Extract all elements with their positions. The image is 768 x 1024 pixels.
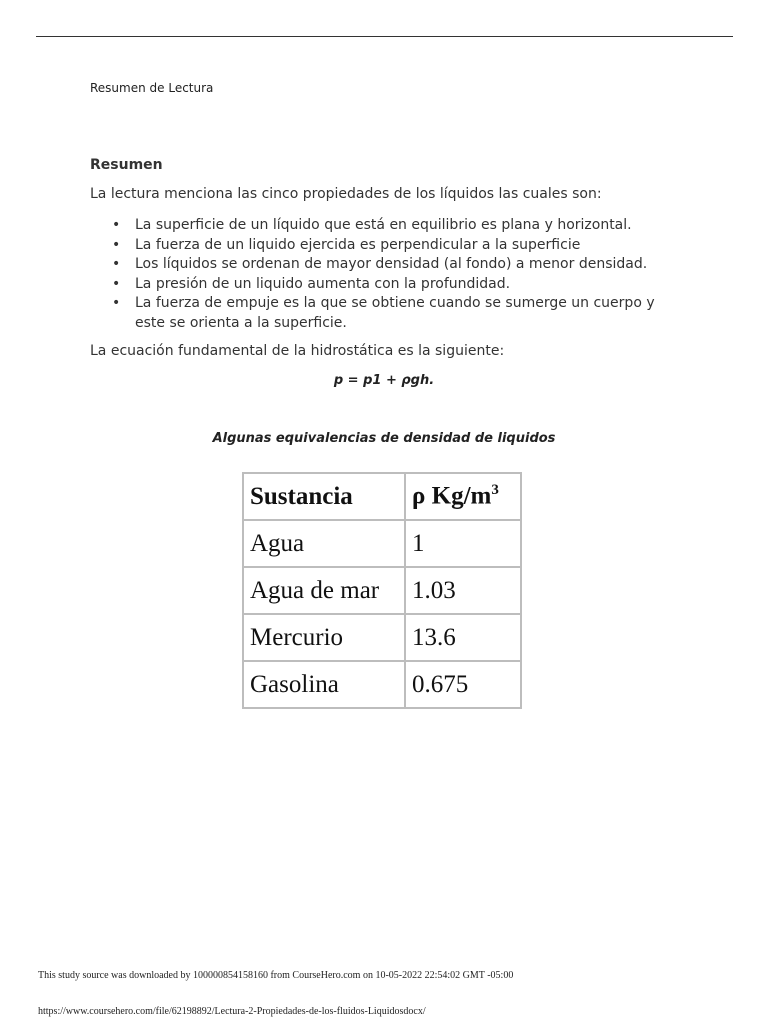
- table-row: [243, 661, 521, 708]
- source-url: https://www.coursehero.com/file/62198892/Lectura-2-Propiedades-de-los-fluidos-Liquidosdocx/: [38, 1006, 426, 1017]
- cell-substance: Gasolina: [243, 661, 405, 708]
- list-item: • Los líquidos se ordenan de mayor densidad (al fondo) a menor densidad.: [90, 255, 680, 275]
- properties-list: [90, 216, 680, 333]
- cell-substance: Mercurio: [243, 614, 405, 661]
- document-header: Resumen de Lectura: [90, 81, 214, 95]
- header-density: [405, 473, 521, 520]
- table-row: [243, 567, 521, 614]
- density-table: [242, 472, 522, 709]
- cell-substance: Agua de mar: [243, 567, 405, 614]
- intro-paragraph: La lectura menciona las cinco propiedades de los líquidos las cuales son:: [90, 186, 602, 202]
- header-density-label: ρ Kg/m: [412, 482, 492, 510]
- table-row: [243, 614, 521, 661]
- cell-density: 1.03: [405, 567, 521, 614]
- table-header-row: [243, 473, 521, 520]
- header-substance: Sustancia: [243, 473, 405, 520]
- list-item: • La superficie de un líquido que está en equilibrio es plana y horizontal.: [90, 216, 680, 236]
- download-note: This study source was downloaded by 100000854158160 from CourseHero.com on 10-05-2022 22:54:02 GMT -05:00: [38, 970, 514, 981]
- list-item: • La fuerza de empuje es la que se obtiene cuando se sumerge un cuerpo y este se orienta a la superficie.: [90, 294, 680, 333]
- table-caption: Algunas equivalencias de densidad de liquidos: [212, 431, 556, 446]
- table-row: [243, 520, 521, 567]
- hydrostatic-equation: p = p1 + ρgh.: [333, 373, 435, 388]
- top-divider: [36, 36, 733, 37]
- cell-substance: Agua: [243, 520, 405, 567]
- equation-intro: La ecuación fundamental de la hidrostática es la siguiente:: [90, 343, 505, 359]
- cell-density: 0.675: [405, 661, 521, 708]
- list-item: • La presión de un liquido aumenta con la profundidad.: [90, 275, 680, 295]
- list-item: • La fuerza de un liquido ejercida es perpendicular a la superficie: [90, 236, 680, 256]
- cell-density: 13.6: [405, 614, 521, 661]
- header-density-exponent: 3: [491, 482, 499, 499]
- section-heading: Resumen: [90, 157, 163, 173]
- cell-density: 1: [405, 520, 521, 567]
